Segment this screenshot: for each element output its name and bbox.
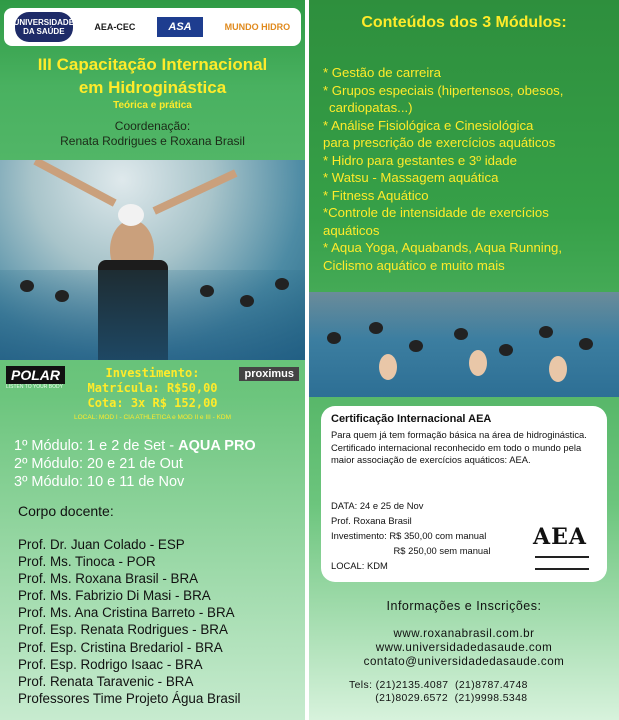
website-link[interactable]: www.roxanabrasil.com.br — [393, 627, 535, 640]
topic-line: Ciclismo aquático e muito mais — [323, 257, 505, 273]
email-link[interactable]: contato@universidadedasaude.com — [363, 655, 565, 668]
right-panel — [309, 0, 619, 720]
sponsor-logo-bar — [4, 8, 301, 46]
topic-line: para prescrição de exercícios aquáticos — [323, 135, 556, 150]
faculty-item: Prof. Esp. Cristina Bredariol - BRA — [18, 639, 223, 655]
faculty-item: Prof. Ms. Fabrizio Di Masi - BRA — [18, 588, 211, 604]
faculty-heading: Corpo docente: — [18, 503, 114, 519]
universidade-saude-logo: UNIVERSIDADE DA SAÚDE — [15, 12, 73, 42]
faculty-item: Prof. Ms. Ana Cristina Barreto - BRA — [18, 605, 235, 621]
topic-line: * Aqua Yoga, Aquabands, Aqua Running, — [323, 240, 563, 255]
polar-logo: POLAR — [6, 366, 65, 384]
faculty-item: Prof. Esp. Renata Rodrigues - BRA — [18, 622, 228, 638]
certification-details: DATA: 24 e 25 de Nov Prof. Roxana Brasil Investimento: R$ 350,00 com manual R$ 250,00 sem manual LOCAL: KDM — [331, 500, 491, 571]
topic-line: cardiopatas...) — [329, 100, 413, 115]
faculty-item: Professores Time Projeto Água Brasil — [18, 690, 241, 706]
investment-label: Investimento: — [105, 366, 200, 380]
certification-description: Para quem já tem formação básica na área de hidroginástica. Certificado internacional reconhecido em todo o mundo pela maior associação de exercícios aquáticos: AEA. — [331, 429, 587, 465]
faculty-item: Prof. Ms. Roxana Brasil - BRA — [18, 571, 199, 587]
aea-waves-icon — [535, 556, 589, 570]
topic-line: * Análise Fisiológica e Cinesiológica — [323, 117, 534, 133]
topic-line: * Grupos especiais (hipertensos, obesos, — [323, 82, 564, 98]
coordination-label: Coordenação: — [114, 119, 191, 133]
pool-class-photo — [309, 292, 619, 397]
website-link[interactable]: www.universidadedasaude.com — [375, 641, 553, 654]
faculty-item: Prof. Renata Taravenic - BRA — [18, 673, 194, 689]
event-subtitle: Teórica e prática — [113, 100, 192, 111]
aea-logo: AEA — [533, 524, 587, 550]
topic-line: * Hidro para gestantes e 3º idade — [323, 152, 517, 168]
event-title-line2: em Hidroginástica — [78, 78, 227, 97]
module-3: 3º Módulo: 10 e 11 de Nov — [14, 474, 185, 490]
module-2: 2º Módulo: 20 e 21 de Out — [14, 456, 183, 472]
faculty-item: Prof. Ms. Tinoca - POR — [18, 554, 156, 570]
topic-line: * Gestão de carreira — [323, 65, 442, 80]
installment-price: Cota: 3x R$ 152,00 — [87, 396, 218, 410]
topic-line: * Watsu - Massagem aquática — [323, 170, 499, 185]
topics-list — [323, 64, 613, 274]
polar-tagline: LISTEN TO YOUR BODY — [6, 384, 63, 390]
faculty-list — [18, 536, 241, 707]
module-1: 1º Módulo: 1 e 2 de Set - AQUA PRO — [14, 438, 256, 454]
topic-line: *Controle de intensidade de exercícios — [323, 205, 549, 220]
proximus-logo: proximus — [239, 367, 299, 381]
aea-cec-logo: AEA-CEC — [94, 21, 136, 32]
faculty-item: Prof. Esp. Rodrigo Isaac - BRA — [18, 656, 203, 672]
venue-text: LOCAL: MOD I - CIA ATHLETICA e MOD II e III - KDM — [74, 414, 231, 421]
phone-numbers: Tels: (21)2135.4087 (21)8787.4748 (21)8029.6572 (21)9998.5348 — [349, 680, 528, 704]
faculty-item: Prof. Dr. Juan Colado - ESP — [18, 537, 185, 552]
info-heading: Informações e Inscrições: — [386, 599, 542, 613]
mundo-hidro-logo: MUNDO HIDRO — [224, 21, 291, 32]
left-panel — [0, 0, 305, 720]
certification-card — [321, 406, 607, 582]
modules-content-title: Conteúdos dos 3 Módulos: — [361, 14, 567, 31]
aquagym-class-photo — [0, 160, 305, 360]
event-title-line1: III Capacitação Internacional — [37, 55, 268, 74]
topic-line: * Fitness Aquático — [323, 187, 429, 203]
topic-line: aquáticos — [323, 222, 380, 238]
coordination-names: Renata Rodrigues e Roxana Brasil — [60, 134, 245, 148]
certification-title: Certificação Internacional AEA — [331, 413, 492, 425]
enrollment-price: Matrícula: R$50,00 — [87, 381, 218, 395]
asa-logo: ASA — [157, 17, 203, 37]
